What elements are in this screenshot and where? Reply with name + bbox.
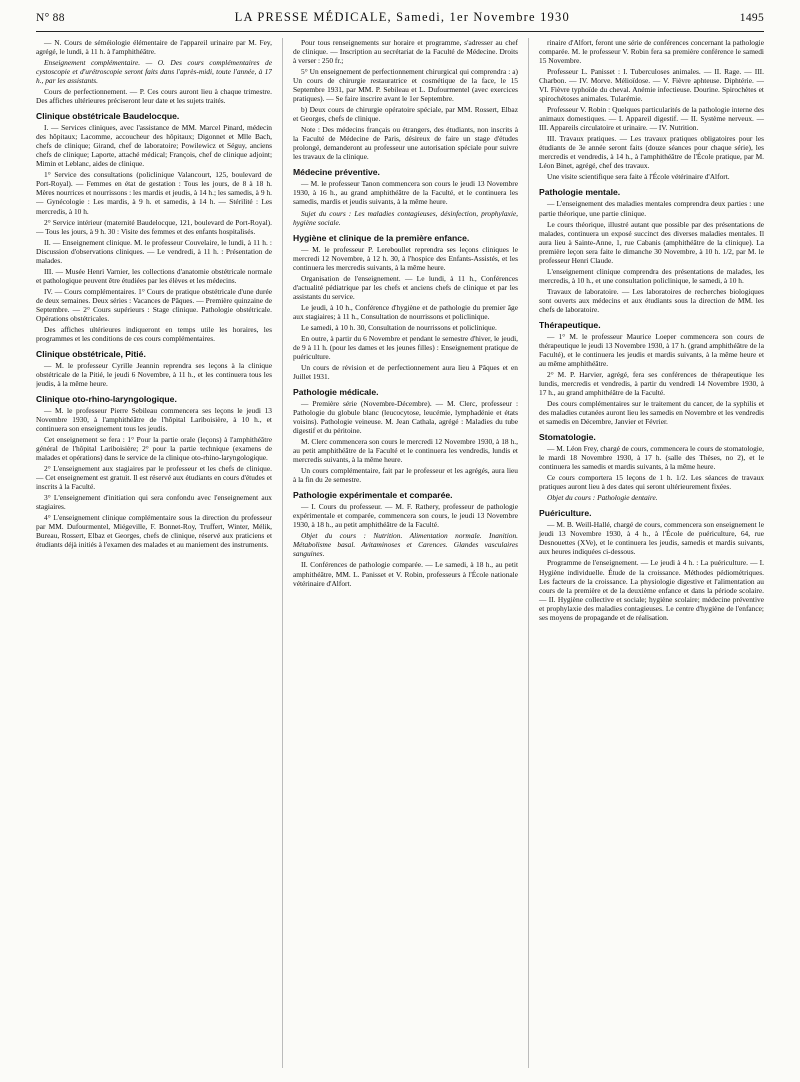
paragraph: — M. B. Weill-Hallé, chargé de cours, commencera son enseignement le jeudi 13 Novembre 1930, à 4 h., à l'École de puériculture, 64, rue Desnouettes (XVe), et le continuera les jeudis, samedis et mardis suivants, aux heures indiquées ci-dessous.	[539, 520, 764, 557]
paragraph: II. — Enseignement clinique. M. le professeur Couvelaire, le lundi, à 11 h. : Discussion d'observations cliniques. — Le vendredi, à 11 h. : Présentation de malades.	[36, 237, 272, 265]
paragraph: 2° Service intérieur (maternité Baudelocque, 121, boulevard de Port-Royal). — Tous les jours, à 9 h. 30 : Visite des femmes et des enfants hospitalisés.	[36, 217, 272, 236]
section-heading: Clinique oto-rhino-laryngologique.	[36, 394, 177, 405]
paragraph: Objet du cours : Pathologie dentaire.	[547, 493, 658, 503]
page-number: N° 88	[36, 12, 65, 24]
paragraph: IV. — Cours complémentaires. 1° Cours de pratique obstétricale d'une durée de deux semaines. Deux séries : Vacances de Pâques. — Première quinzaine de Septembre. — 2° Cours supérieurs : Stage clinique. Pathologie obstétricale. Opérations obstétricales.	[36, 286, 272, 323]
paragraph: — 1° M. le professeur Maurice Loeper commencera son cours de thérapeutique le jeudi 13 Novembre 1930, à 17 h. (grand amphithéâtre de la Faculté), et le continuera les jeudis et mardis suivants, à la même heure et au même amphithéâtre.	[539, 331, 764, 368]
paragraph: Professeur V. Robin : Quelques particularités de la pathologie interne des animaux domestiques. — I. Appareil digestif. — II. Système nerveux. — III. Appareils circulatoire et urinaire. — IV. Nutrition.	[539, 105, 764, 133]
paragraph: II. Conférences de pathologie comparée. — Le samedi, à 18 h., au petit amphithéâtre, MM. L. Panisset et V. Robin, professeurs à l'École nationale vétérinaire d'Alfort.	[293, 560, 518, 588]
section-heading: Pathologie expérimentale et comparée.	[293, 490, 453, 501]
column-3	[528, 38, 764, 1068]
section-heading: Clinique obstétricale, Pitié.	[36, 348, 146, 359]
paragraph: Le cours théorique, illustré autant que possible par des présentations de malades, continuera un exposé succinct des diverses maladies mentales. Il aura lieu à Sainte-Anne, 1, rue Cabanis (amphithéâtre de la clinique). La première leçon sera faite le dimanche 30 Novembre, à 10 h. 1/2, par M. le professeur Henri Claude.	[539, 219, 764, 265]
paragraph: Pour tous renseignements sur horaire et programme, s'adresser au chef de clinique. — Inscription au secrétariat de la Faculté de Médecine. Droits à verser : 250 fr.;	[293, 38, 518, 66]
paragraph: — M. Léon Frey, chargé de cours, commencera le cours de stomatologie, le mardi 18 Novembre 1930, à 17 h. (salle des Thèses, no 2), et le continuera les samedis et mardis suivants, à la même heure.	[539, 444, 764, 472]
paragraph: 2° L'enseignement aux stagiaires par le professeur et les chefs de clinique. — Cet enseignement est gratuit. Il est réservé aux étudiants en cours d'études et inscrits à la Faculté.	[36, 464, 272, 492]
section-heading: Puériculture.	[539, 508, 592, 519]
paragraph: — M. le professeur Cyrille Jeannin reprendra ses leçons à la clinique obstétricale de la Pitié, le jeudi 6 Novembre, à 11 h., et les continuera tous les jeudis, à la même heure.	[36, 360, 272, 388]
section-heading: Pathologie mentale.	[539, 187, 621, 198]
column-1	[36, 38, 272, 1068]
paragraph: En outre, à partir du 6 Novembre et pendant le semestre d'hiver, le jeudi, de 9 à 11 h. (pour les dames et les jeunes filles) : Enseignement pratique de puériculture.	[293, 333, 518, 361]
paragraph: Le samedi, à 10 h. 30, Consultation de nourrissons et policlinique.	[301, 322, 497, 332]
paragraph: Cet enseignement se fera : 1° Pour la partie orale (leçons) à l'amphithéâtre général de l'hôpital Lariboisière; 2° pour la partie technique (examens de malades et opérations) dans le service de la clinique oto-rhino-laryngologique.	[36, 435, 272, 463]
paragraph: b) Deux cours de chirurgie opératoire spéciale, par MM. Rossert, Elbaz et Georges, chefs de clinique.	[293, 105, 518, 124]
paragraph: — I. Cours du professeur. — M. F. Rathery, professeur de pathologie expérimentale et comparée, commencera son cours, le jeudi 13 Novembre 1930, à 18 h., au petit amphithéâtre de la Faculté.	[293, 502, 518, 530]
paragraph: — M. le professeur Pierre Sebileau commencera ses leçons le jeudi 13 Novembre 1930, à l'amphithéâtre de l'hôpital Lariboisière, à 10 h., et continuera son enseignement tous les jeudis.	[36, 406, 272, 434]
paragraph: Un cours de révision et de perfectionnement aura lieu à Pâques et en Juillet 1931.	[293, 362, 518, 381]
paragraph: M. Clerc commencera son cours le mercredi 12 Novembre 1930, à 18 h., au petit amphithéâtre de la Faculté et le continuera les vendredis, lundis et mercredis suivants, à la même heure.	[293, 437, 518, 465]
section-heading: Pathologie médicale.	[293, 387, 379, 397]
paragraph: Programme de l'enseignement. — Le jeudi à 4 h. : La puériculture. — I. Hygiène individuelle. Étude de la croissance. Méthodes pédiométriques. Les facteurs de la croissance. La physiologie digestive et l'alimentation au cours de la première et de la deuxième enfance et dans la période scolaire. — II. Hygiène collective et sociale; hygiène scolaire; médecine préventive et prophylaxie des maladies contagieuses. Le centre d'hygiène de l'enfance; ses moyens de propagande et de réalisation.	[539, 558, 764, 622]
paragraph: — M. le professeur Tanon commencera son cours le jeudi 13 Novembre 1930, à 16 h., au grand amphithéâtre de la Faculté, et le continuera les samedis, mardis et jeudis suivants, à la même heure.	[293, 179, 518, 207]
section-heading: Médecine préventive.	[293, 167, 380, 178]
paragraph: 5° Un enseignement de perfectionnement chirurgical qui comprendra : a) Un cours de chirurgie restauratrice et cosmétique de la face, le 15 Septembre 1931, par MM. P. Sebileau et L. Dufourmentel (avec exercices pratiques). — Se faire inscrire avant le 1er Septembre.	[293, 67, 518, 104]
paragraph: Un cours complémentaire, fait par le professeur et les agrégés, aura lieu à la fin du 2e semestre.	[293, 466, 518, 485]
paragraph: Ce cours comportera 15 leçons de 1 h. 1/2. Les séances de travaux pratiques auront lieu à des dates qui seront ultérieurement fixées.	[539, 473, 764, 492]
section-heading: Clinique obstétricale Baudelocque.	[36, 111, 180, 122]
header-rule	[36, 31, 764, 32]
article-columns	[36, 38, 764, 1068]
paragraph: Organisation de l'enseignement. — Le lundi, à 11 h., Conférences d'actualité pédiatrique par les chefs et anciens chefs de clinique et par les assistants du service.	[293, 273, 518, 301]
paragraph: III. — Musée Henri Varnier, les collections d'anatomie obstétricale normale et pathologique peuvent être étudiées par les élèves et les médecins.	[36, 266, 272, 285]
paragraph: rinaire d'Alfort, feront une série de conférences concernant la pathologie comparée. M. le professeur V. Robin fera sa première conférence le samedi 15 Novembre.	[539, 38, 764, 66]
paragraph: — L'enseignement des maladies mentales comprendra deux parties : une partie théorique, une partie clinique.	[539, 199, 764, 218]
paragraph: 3° L'enseignement d'initiation qui sera confondu avec l'enseignement aux stagiaires.	[36, 493, 272, 512]
paragraph: Note : Des médecins français ou étrangers, des étudiants, non inscrits à la Faculté de Médecine de Paris, désireux de faire un stage d'études prolongé, demanderont au professeur une autorisation spéciale pour suivre les travaux de la clinique.	[293, 125, 518, 162]
column-2	[282, 38, 518, 1068]
paragraph: 2° M. P. Harvier, agrégé, fera ses conférences de thérapeutique les lundis, mercredis et vendredis, à partir du vendredi 14 Novembre 1930, à 17 h., au grand amphithéâtre de la Faculté.	[539, 369, 764, 398]
paragraph: L'enseignement clinique comprendra des présentations de malades, les mercredis, à 10 h., et une consultation policlinique, le samedi, à 10 h.	[539, 266, 764, 285]
paragraph: — M. le professeur P. Lereboullet reprendra ses leçons cliniques le mercredi 12 Novembre, à 12 h. 30, à l'hospice des Enfants-Assistés, et les continuera les mercredis suivants, à la même heure.	[293, 244, 518, 272]
section-heading: Hygiène et clinique de la première enfance.	[293, 232, 470, 243]
paragraph: Professeur L. Panisset : I. Tuberculoses animales. — II. Rage. — III. Charbon. — IV. Morve. Mélioïdose. — V. Fièvre aphteuse. Diphtérie. — VI. Fièvre typhoïde du cheval. Anémie infectieuse. Dourine. Spirochètes et spirochétoses animales. Tularémie.	[539, 67, 764, 104]
paragraph: Sujet du cours : Les maladies contagieuses, désinfection, prophylaxie, hygiène sociale.	[293, 208, 518, 227]
paragraph: Des affiches ultérieures indiqueront en temps utile les horaires, les programmes et les conditions de ces cours complémentaires.	[36, 324, 272, 343]
paragraph: — Première série (Novembre-Décembre). — M. Clerc, professeur : Pathologie du globule blanc (leucocytose, leucémie, lymphadénie et états voisins). Pathologie veineuse. M. Jean Cathala, agrégé : Maladies du tube digestif et du péritoine.	[293, 399, 518, 436]
paragraph: Travaux de laboratoire. — Les laboratoires de recherches biologiques sont ouverts aux médecins et aux étudiants sous la direction de MM. les chefs de laboratoire.	[539, 286, 764, 314]
paragraph: 1° Service des consultations (policlinique Valancourt, 125, boulevard de Port-Royal). — Femmes en état de gestation : Tous les jours, de 8 à 18 h. Mères nourrices et nourrissons : les mardis et jeudis, à 14 h.; les samedis, à 9 h. — Gynécologie : Les mardis, à 9 h. et samedis, à 14 h. — Stérilité : Les mercredis, à 10 h.	[36, 170, 272, 216]
paragraph: Cours de perfectionnement. — P. Ces cours auront lieu à chaque trimestre. Des affiches ultérieures préciseront leur date et les sujets traités.	[36, 87, 272, 106]
paragraph: Le jeudi, à 10 h., Conférence d'hygiène et de pathologie du premier âge aux stagiaires; à 11 h., Consultation de nourrissons et policlinique.	[293, 302, 518, 321]
section-heading: Stomatologie.	[539, 432, 596, 443]
paragraph: Objet du cours : Nutrition. Alimentation normale. Inanition. Métabolisme basal. Avitaminoses et Carences. Glandes vasculaires sanguines.	[293, 531, 518, 559]
paragraph: Des cours complémentaires sur le traitement du cancer, de la syphilis et des maladies cutanées auront lieu les samedis en Novembre et les vendredis et samedis en Décembre, Janvier et Février.	[539, 399, 764, 427]
newspaper-title: LA PRESSE MÉDICALE, Samedi, 1er Novembre 1930	[234, 10, 570, 24]
paragraph: — N. Cours de séméiologie élémentaire de l'appareil urinaire par M. Fey, agrégé, le lundi, à 11 h. à l'amphithéâtre.	[36, 38, 272, 57]
paragraph: III. Travaux pratiques. — Les travaux pratiques obligatoires pour les étudiants de 3e année seront faits (douze séances pour chaque série), les mercredis et vendredis, à 14 h., à l'amphithéâtre de l'École pratique, par M. Léon Binet, agrégé, chef des travaux.	[539, 134, 764, 171]
paragraph: Une visite scientifique sera faite à l'École vétérinaire d'Alfort.	[547, 172, 730, 182]
section-heading: Thérapeutique.	[539, 319, 601, 330]
page-right-number: 1495	[739, 12, 764, 24]
paragraph: 4° L'enseignement clinique complémentaire sous la direction du professeur par MM. Dufourmentel, Miégeville, F. Bonnet-Roy, Truffert, Winter, Mélik, Bureau, Rossert, Elbaz et Georges, chefs de clinique, réservé aux praticiens et étudiants déjà initiés à l'examen des malades et au maniement des instruments.	[36, 513, 272, 550]
paragraph: I. — Services cliniques, avec l'assistance de MM. Marcel Pinard, médecin des hôpitaux; Lacomme, accoucheur des hôpitaux; Digonnet et Mlle Bach, chefs de clinique; Girand, chef de laboratoire; Powilewicz et Séguy, anciens chefs de clinique; Laporte, attaché médical; François, chef de clinique adjoint; Mimin et Leblanc, aides de clinique.	[36, 123, 272, 169]
paragraph: Enseignement complémentaire. — O. Des cours complémentaires de cystoscopie et d'urétroscopie seront faits dans l'après-midi, toute l'année, à 17 h., par les assistants.	[36, 58, 272, 86]
page-header	[36, 10, 764, 28]
